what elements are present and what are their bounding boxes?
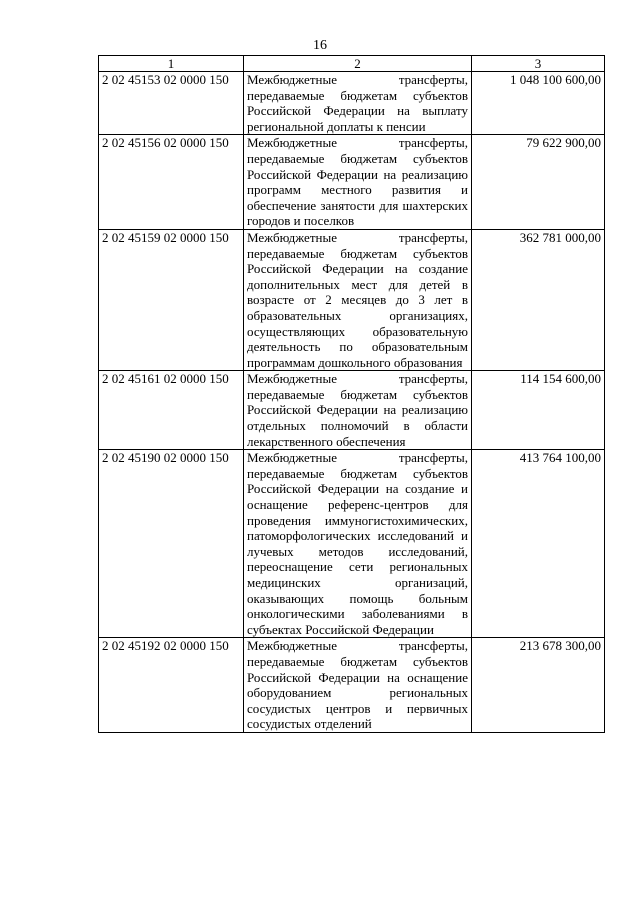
row-amount: 213 678 300,00 [472,638,605,733]
row-amount: 79 622 900,00 [472,135,605,230]
table-row [99,72,605,135]
row-description: Межбюджетные трансферты, передаваемые бюджетам субъектов Российской Федерации на создание и оснащение референс-центров для проведения иммуногистохимических, патоморфологических исследований и лучевых методов исследований, переоснащение сети региональных медицинских организаций, оказывающих помощь больным онкологическими заболеваниями в субъектах Российской Федерации [244,450,472,638]
row-amount: 413 764 100,00 [472,450,605,638]
budget-code: 2 02 45192 02 0000 150 [99,638,244,733]
budget-code: 2 02 45156 02 0000 150 [99,135,244,230]
row-description: Межбюджетные трансферты, передаваемые бюджетам субъектов Российской Федерации на реализацию программ местного развития и обеспечение занятости для шахтерских городов и поселков [244,135,472,230]
budget-table [98,55,605,733]
table-header-row [99,56,605,72]
table-row [99,638,605,733]
row-description: Межбюджетные трансферты, передаваемые бюджетам субъектов Российской Федерации на реализацию отдельных полномочий в области лекарственного обеспечения [244,371,472,450]
row-description: Межбюджетные трансферты, передаваемые бюджетам субъектов Российской Федерации на выплату региональной доплаты к пенсии [244,72,472,135]
row-amount: 114 154 600,00 [472,371,605,450]
budget-code: 2 02 45159 02 0000 150 [99,229,244,370]
table-row [99,229,605,370]
column-header-2: 2 [244,56,472,72]
budget-code: 2 02 45161 02 0000 150 [99,371,244,450]
table-row [99,450,605,638]
table-row [99,135,605,230]
budget-code: 2 02 45190 02 0000 150 [99,450,244,638]
row-description: Межбюджетные трансферты, передаваемые бюджетам субъектов Российской Федерации на оснащение оборудованием региональных сосудистых центров и первичных сосудистых отделений [244,638,472,733]
row-amount: 362 781 000,00 [472,229,605,370]
column-header-1: 1 [99,56,244,72]
row-description: Межбюджетные трансферты, передаваемые бюджетам субъектов Российской Федерации на создание дополнительных мест для детей в возрасте от 2 месяцев до 3 лет в образовательных организациях, осуществляющих образовательную деятельность по образовательным программам дошкольного образования [244,229,472,370]
table-row [99,371,605,450]
column-header-3: 3 [472,56,605,72]
page-number: 16 [313,38,327,53]
row-amount: 1 048 100 600,00 [472,72,605,135]
budget-code: 2 02 45153 02 0000 150 [99,72,244,135]
